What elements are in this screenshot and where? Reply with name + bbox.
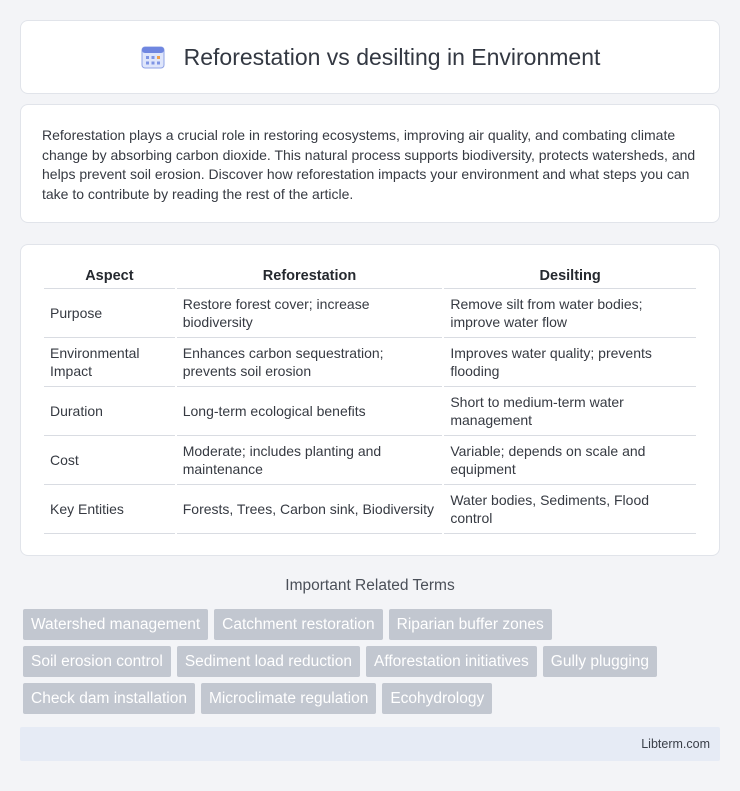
tag-row [23, 609, 723, 640]
comparison-table [42, 265, 698, 534]
table-row [44, 387, 696, 436]
table-cell: Purpose [44, 289, 175, 338]
header-card [20, 20, 720, 94]
table-cell: Duration [44, 387, 175, 436]
tag-check-dam-installation[interactable]: Check dam installation [23, 683, 195, 714]
table-cell: Key Entities [44, 485, 175, 534]
table-cell: Cost [44, 436, 175, 485]
tag-row [23, 646, 723, 677]
table-cell: Short to medium-term water management [444, 387, 696, 436]
intro-card [20, 104, 720, 223]
tag-sediment-load-reduction[interactable]: Sediment load reduction [177, 646, 360, 677]
column-header-reforestation: Reforestation [177, 265, 443, 289]
page-title: Reforestation vs desilting in Environment [183, 43, 601, 70]
table-cell: Restore forest cover; increase biodiversity [177, 289, 443, 338]
tag-catchment-restoration[interactable]: Catchment restoration [214, 609, 383, 640]
tag-riparian-buffer-zones[interactable]: Riparian buffer zones [389, 609, 552, 640]
comparison-table-card [20, 244, 720, 556]
table-row [44, 338, 696, 387]
table-row [44, 485, 696, 534]
footer [20, 727, 720, 761]
tag-afforestation-initiatives[interactable]: Afforestation initiatives [366, 646, 537, 677]
calendar-grid-icon [140, 44, 166, 70]
tag-microclimate-regulation[interactable]: Microclimate regulation [201, 683, 376, 714]
tag-gully-plugging[interactable]: Gully plugging [543, 646, 657, 677]
table-cell: Improves water quality; prevents flooding [444, 338, 696, 387]
table-cell: Environmental Impact [44, 338, 175, 387]
table-cell: Variable; depends on scale and equipment [444, 436, 696, 485]
tag-ecohydrology[interactable]: Ecohydrology [382, 683, 492, 714]
table-header-row [44, 265, 696, 289]
tag-soil-erosion-control[interactable]: Soil erosion control [23, 646, 171, 677]
related-terms-heading: Important Related Terms [285, 577, 455, 594]
intro-paragraph: Reforestation plays a crucial role in restoring ecosystems, improving air quality, and combating climate change by absorbing carbon dioxide. This natural process supports biodiversity, protects watersheds, and helps prevent soil erosion. Discover how reforestation impacts your environment and what steps you can take to contribute by reading the rest of the article. [42, 127, 696, 202]
footer-site-link[interactable]: Libterm.com [641, 737, 710, 751]
related-terms-list [23, 609, 723, 720]
table-cell: Remove silt from water bodies; improve water flow [444, 289, 696, 338]
tag-watershed-management[interactable]: Watershed management [23, 609, 208, 640]
table-row [44, 436, 696, 485]
table-cell: Moderate; includes planting and maintenance [177, 436, 443, 485]
table-row [44, 289, 696, 338]
column-header-aspect: Aspect [44, 265, 175, 289]
table-cell: Forests, Trees, Carbon sink, Biodiversity [177, 485, 443, 534]
table-cell: Enhances carbon sequestration; prevents soil erosion [177, 338, 443, 387]
table-cell: Long-term ecological benefits [177, 387, 443, 436]
tag-row [23, 683, 723, 714]
column-header-desilting: Desilting [444, 265, 696, 289]
table-cell: Water bodies, Sediments, Flood control [444, 485, 696, 534]
